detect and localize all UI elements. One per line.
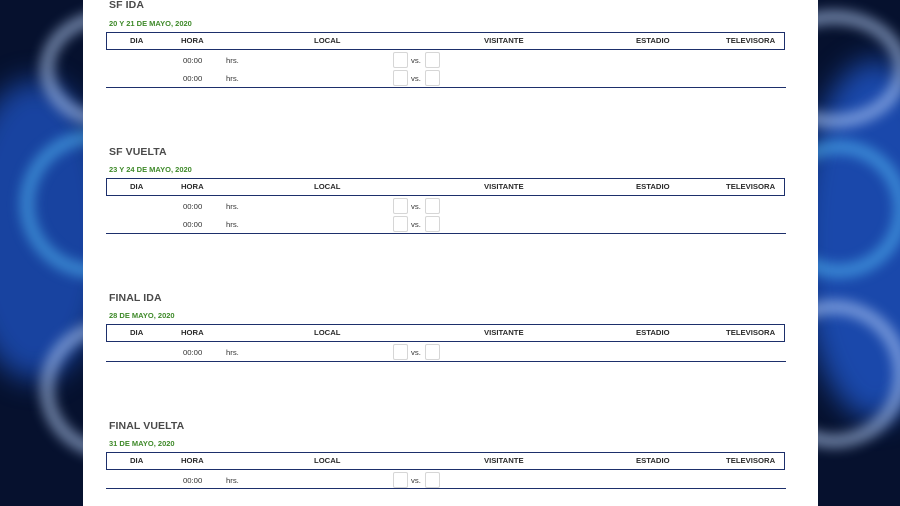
section-divider [106, 233, 786, 234]
home-score-input[interactable] [393, 52, 408, 68]
section-date: 31 DE MAYO, 2020 [109, 439, 175, 448]
column-header-hora: HORA [181, 328, 204, 337]
away-score-input[interactable] [425, 52, 440, 68]
table-row [106, 70, 786, 88]
hrs-label: hrs. [226, 74, 239, 83]
schedule-page [83, 0, 818, 506]
home-score-input[interactable] [393, 198, 408, 214]
match-time: 00:00 [183, 348, 203, 357]
column-header-local: LOCAL [314, 328, 341, 337]
column-header-hora: HORA [181, 36, 204, 45]
hrs-label: hrs. [226, 56, 239, 65]
section-title: FINAL VUELTA [109, 420, 185, 432]
column-header-visitante: VISITANTE [484, 328, 524, 337]
vs-label: vs. [411, 348, 421, 357]
section-date: 23 Y 24 DE MAYO, 2020 [109, 165, 192, 174]
section-divider [106, 361, 786, 362]
column-header-dia: DIA [130, 328, 144, 337]
table-row [106, 198, 786, 216]
match-time: 00:00 [183, 476, 203, 485]
away-score-input[interactable] [425, 472, 440, 488]
home-score-input[interactable] [393, 344, 408, 360]
section-title: SF VUELTA [109, 146, 167, 158]
match-time: 00:00 [183, 202, 203, 211]
vs-label: vs. [411, 476, 421, 485]
table-header [106, 178, 785, 196]
hrs-label: hrs. [226, 348, 239, 357]
home-score-input[interactable] [393, 472, 408, 488]
column-header-visitante: VISITANTE [484, 456, 524, 465]
column-header-dia: DIA [130, 182, 144, 191]
match-time: 00:00 [183, 56, 203, 65]
column-header-estadio: ESTADIO [636, 456, 670, 465]
column-header-estadio: ESTADIO [636, 328, 670, 337]
table-row [106, 344, 786, 362]
section-date: 28 DE MAYO, 2020 [109, 311, 175, 320]
hrs-label: hrs. [226, 220, 239, 229]
hrs-label: hrs. [226, 202, 239, 211]
table-header [106, 452, 785, 470]
section-divider [106, 488, 786, 489]
table-header [106, 324, 785, 342]
column-header-local: LOCAL [314, 182, 341, 191]
table-header [106, 32, 785, 50]
column-header-televisora: TELEVISORA [726, 182, 776, 191]
home-score-input[interactable] [393, 216, 408, 232]
section-title: FINAL IDA [109, 292, 162, 304]
section-divider [106, 87, 786, 88]
section-title: SF IDA [109, 0, 145, 11]
vs-label: vs. [411, 220, 421, 229]
column-header-televisora: TELEVISORA [726, 328, 776, 337]
column-header-local: LOCAL [314, 456, 341, 465]
home-score-input[interactable] [393, 70, 408, 86]
column-header-estadio: ESTADIO [636, 182, 670, 191]
away-score-input[interactable] [425, 198, 440, 214]
vs-label: vs. [411, 74, 421, 83]
away-score-input[interactable] [425, 344, 440, 360]
table-row [106, 52, 786, 70]
column-header-hora: HORA [181, 456, 204, 465]
column-header-televisora: TELEVISORA [726, 36, 776, 45]
hrs-label: hrs. [226, 476, 239, 485]
column-header-visitante: VISITANTE [484, 36, 524, 45]
table-row [106, 216, 786, 234]
column-header-estadio: ESTADIO [636, 36, 670, 45]
column-header-visitante: VISITANTE [484, 182, 524, 191]
match-time: 00:00 [183, 220, 203, 229]
vs-label: vs. [411, 202, 421, 211]
match-time: 00:00 [183, 74, 203, 83]
column-header-dia: DIA [130, 456, 144, 465]
column-header-dia: DIA [130, 36, 144, 45]
section-date: 20 Y 21 DE MAYO, 2020 [109, 19, 192, 28]
column-header-hora: HORA [181, 182, 204, 191]
away-score-input[interactable] [425, 70, 440, 86]
away-score-input[interactable] [425, 216, 440, 232]
vs-label: vs. [411, 56, 421, 65]
column-header-televisora: TELEVISORA [726, 456, 776, 465]
column-header-local: LOCAL [314, 36, 341, 45]
